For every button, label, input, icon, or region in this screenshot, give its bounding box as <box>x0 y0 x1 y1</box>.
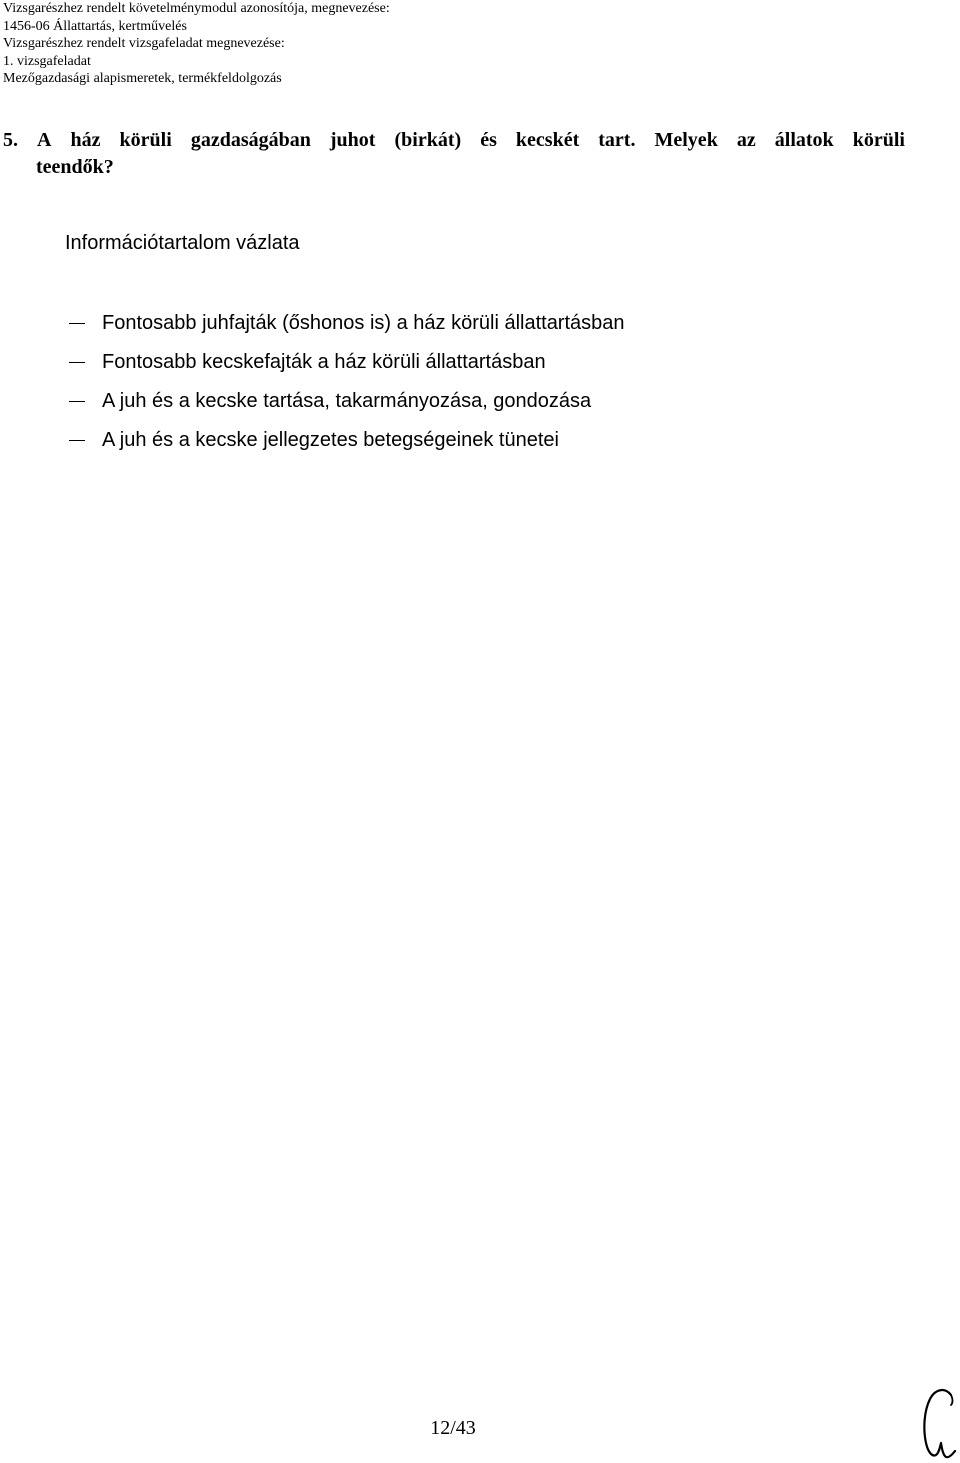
question-word: gazdaságában <box>190 129 311 151</box>
question-word: és <box>480 129 497 151</box>
list-item-text: Fontosabb juhfajták (őshonos is) a ház körüli állattartásban <box>102 312 625 334</box>
list-item <box>69 388 625 427</box>
header-line-task-number: 1. vizsgafeladat <box>3 53 91 69</box>
question-word: kecskét <box>515 129 580 151</box>
exam-question <box>3 127 905 181</box>
question-word: tart. <box>598 129 636 151</box>
dash-bullet-icon <box>69 362 85 363</box>
list-item <box>69 427 625 466</box>
header-line-module-value: 1456-06 Állattartás, kertművelés <box>3 18 187 34</box>
question-line-1 <box>3 127 905 154</box>
dash-bullet-icon <box>69 401 85 402</box>
header-line-task-name: Mezőgazdasági alapismeretek, termékfeldolgozás <box>3 71 282 86</box>
question-word: juhot <box>329 129 376 151</box>
list-item-text: A juh és a kecske tartása, takarmányozása, gondozása <box>102 390 592 412</box>
header-line-module-label: Vizsgarészhez rendelt követelménymodul azonosítója, megnevezése: <box>3 1 390 16</box>
question-word: körüli <box>852 129 905 151</box>
dash-bullet-icon <box>69 323 85 324</box>
question-word: (birkát) <box>394 129 462 151</box>
dash-bullet-icon <box>69 440 85 441</box>
list-item <box>69 310 625 349</box>
outline-list <box>69 310 625 466</box>
outline-title: Információtartalom vázlata <box>65 232 300 254</box>
question-word: állatok <box>774 129 834 151</box>
page-number: 12/43 <box>430 1417 476 1439</box>
header-line-task-label: Vizsgarészhez rendelt vizsgafeladat megnevezése: <box>3 36 285 51</box>
list-item-text: Fontosabb kecskefajták a ház körüli állattartásban <box>102 351 546 373</box>
document-header <box>3 0 390 88</box>
question-line-2: teendők? <box>36 156 114 178</box>
list-item-text: A juh és a kecske jellegzetes betegségeinek tünetei <box>102 429 559 451</box>
question-word: ház <box>70 129 101 151</box>
list-item <box>69 349 625 388</box>
question-word: A <box>37 129 52 151</box>
question-word: körüli <box>119 129 172 151</box>
question-word: Melyek <box>654 129 718 151</box>
question-number: 5. <box>3 129 18 151</box>
question-word: az <box>736 129 756 151</box>
handwritten-signature-icon <box>915 1385 959 1461</box>
